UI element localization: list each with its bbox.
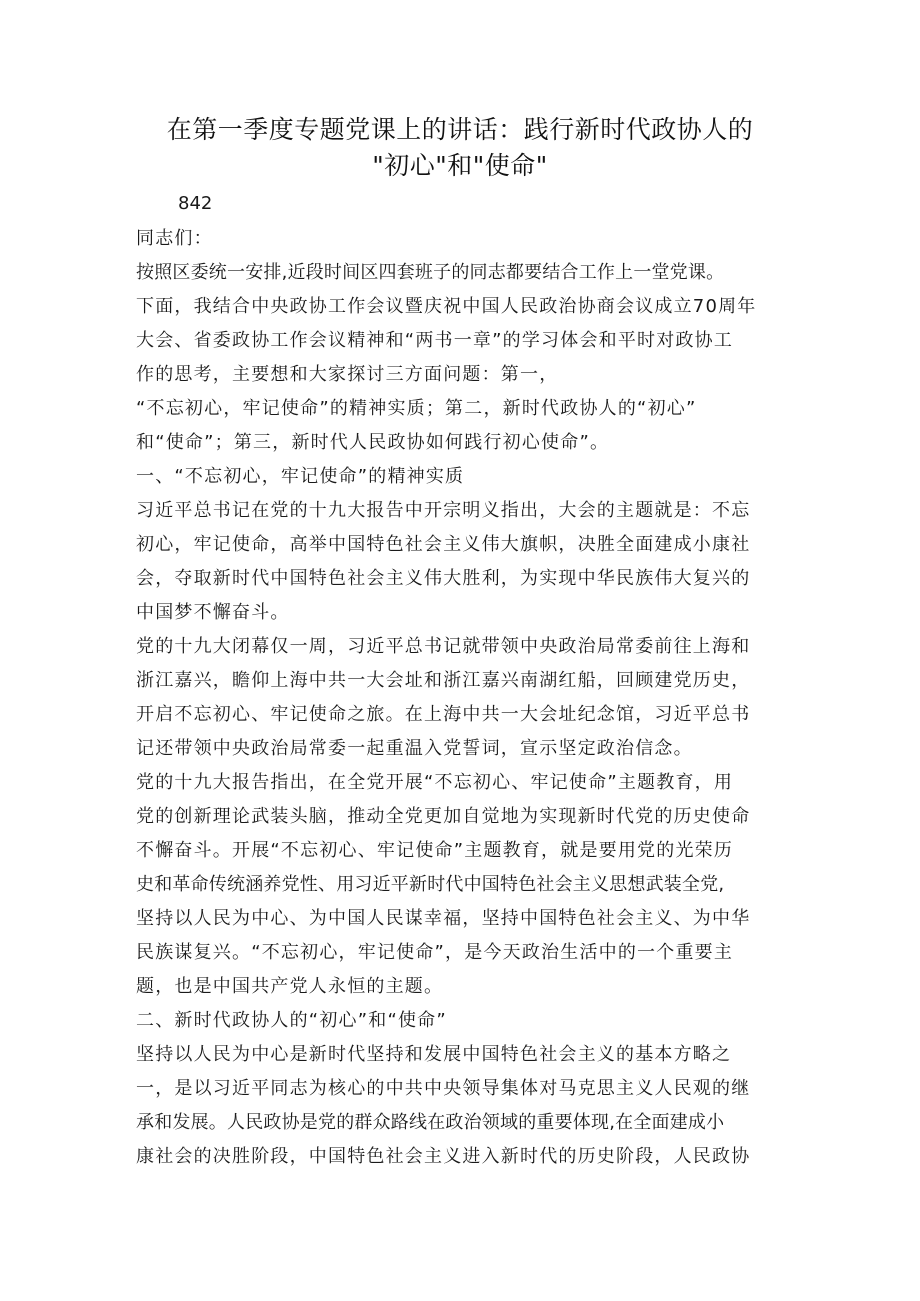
paragraph-line: 大会、省委政协工作会议精神和“两书一章”的学习体会和平时对政协工 [136,330,734,351]
paragraph-line: 浙江嘉兴，瞻仰上海中共一大会址和浙江嘉兴南湖红船，回顾建党历史， [136,670,751,691]
paragraph-line: 题，也是中国共产党人永恒的主题。 [136,976,444,997]
paragraph-line: 下面，我结合中央政协工作会议暨庆祝中国人民政治协商会议成立70周年 [136,296,757,317]
paragraph-line: 习近平总书记在党的十九大报告中开宗明义指出，大会的主题就是：不忘 [136,500,751,521]
paragraph-line: 民族谋复兴。“不忘初心，牢记使命”，是今天政治生活中的一个重要主 [136,942,734,963]
paragraph-line: 中国梦不懈奋斗。 [136,602,290,623]
salutation: 同志们： [136,228,213,249]
paragraph-line: 开启不忘初心、牢记使命之旅。在上海中共一大会址纪念馆，习近平总书 [136,704,751,725]
document-title-line-2: "初心"和"使命" [372,151,548,180]
paragraph-line: 会，夺取新时代中国特色社会主义伟大胜利，为实现中华民族伟大复兴的 [136,568,751,589]
paragraph-line: 康社会的决胜阶段，中国特色社会主义进入新时代的历史阶段，人民政协 [136,1146,751,1167]
paragraph-line: 史和革命传统涵养党性、用习近平新时代中国特色社会主义思想武装全党, [136,874,725,895]
paragraph-line: 坚持以人民为中心是新时代坚持和发展中国特色社会主义的基本方略之 [136,1044,732,1065]
paragraph-line: 党的十九大报告指出，在全党开展“不忘初心、牢记使命”主题教育，用 [136,772,734,793]
paragraph-line: 初心，牢记使命，高举中国特色社会主义伟大旗帜，决胜全面建成小康社 [136,534,751,555]
paragraph-line: 一，是以习近平同志为核心的中共中央领导集体对马克思主义人民观的继 [136,1078,751,1099]
paragraph-line: 按照区委统一安排,近段时间区四套班子的同志都要结合工作上一堂党课。 [136,262,725,283]
paragraph-line: 坚持以人民为中心、为中国人民谋幸福，坚持中国特色社会主义、为中华 [136,908,751,929]
section-heading-2: 二、新时代政协人的“初心”和“使命” [136,1010,447,1031]
paragraph-line: 党的创新理论武装头脑，推动全党更加自觉地为实现新时代党的历史使命 [136,806,751,827]
paragraph-line: 和“使命”；第三，新时代人民政协如何践行初心使命”。 [136,432,610,453]
paragraph-line: 承和发展。人民政协是党的群众路线在政治领域的重要体现,在全面建成小 [136,1112,725,1133]
document-code: 842 [178,193,213,214]
section-heading-1: 一、“不忘初心，牢记使命”的精神实质 [136,466,465,487]
paragraph-line: 党的十九大闭幕仅一周，习近平总书记就带领中央政治局常委前往上海和 [136,636,751,657]
paragraph-line: “不忘初心，牢记使命”的精神实质；第二，新时代政协人的“初心” [136,398,697,419]
document-title-line-1: 在第一季度专题党课上的讲话：践行新时代政协人的 [166,115,754,144]
paragraph-line: 记还带领中央政治局常委一起重温入党誓词，宣示坚定政治信念。 [136,738,693,759]
paragraph-line: 作的思考，主要想和大家探讨三方面问题：第一， [136,364,559,385]
paragraph-line: 不懈奋斗。开展“不忘初心、牢记使命”主题教育，就是要用党的光荣历 [136,840,734,861]
